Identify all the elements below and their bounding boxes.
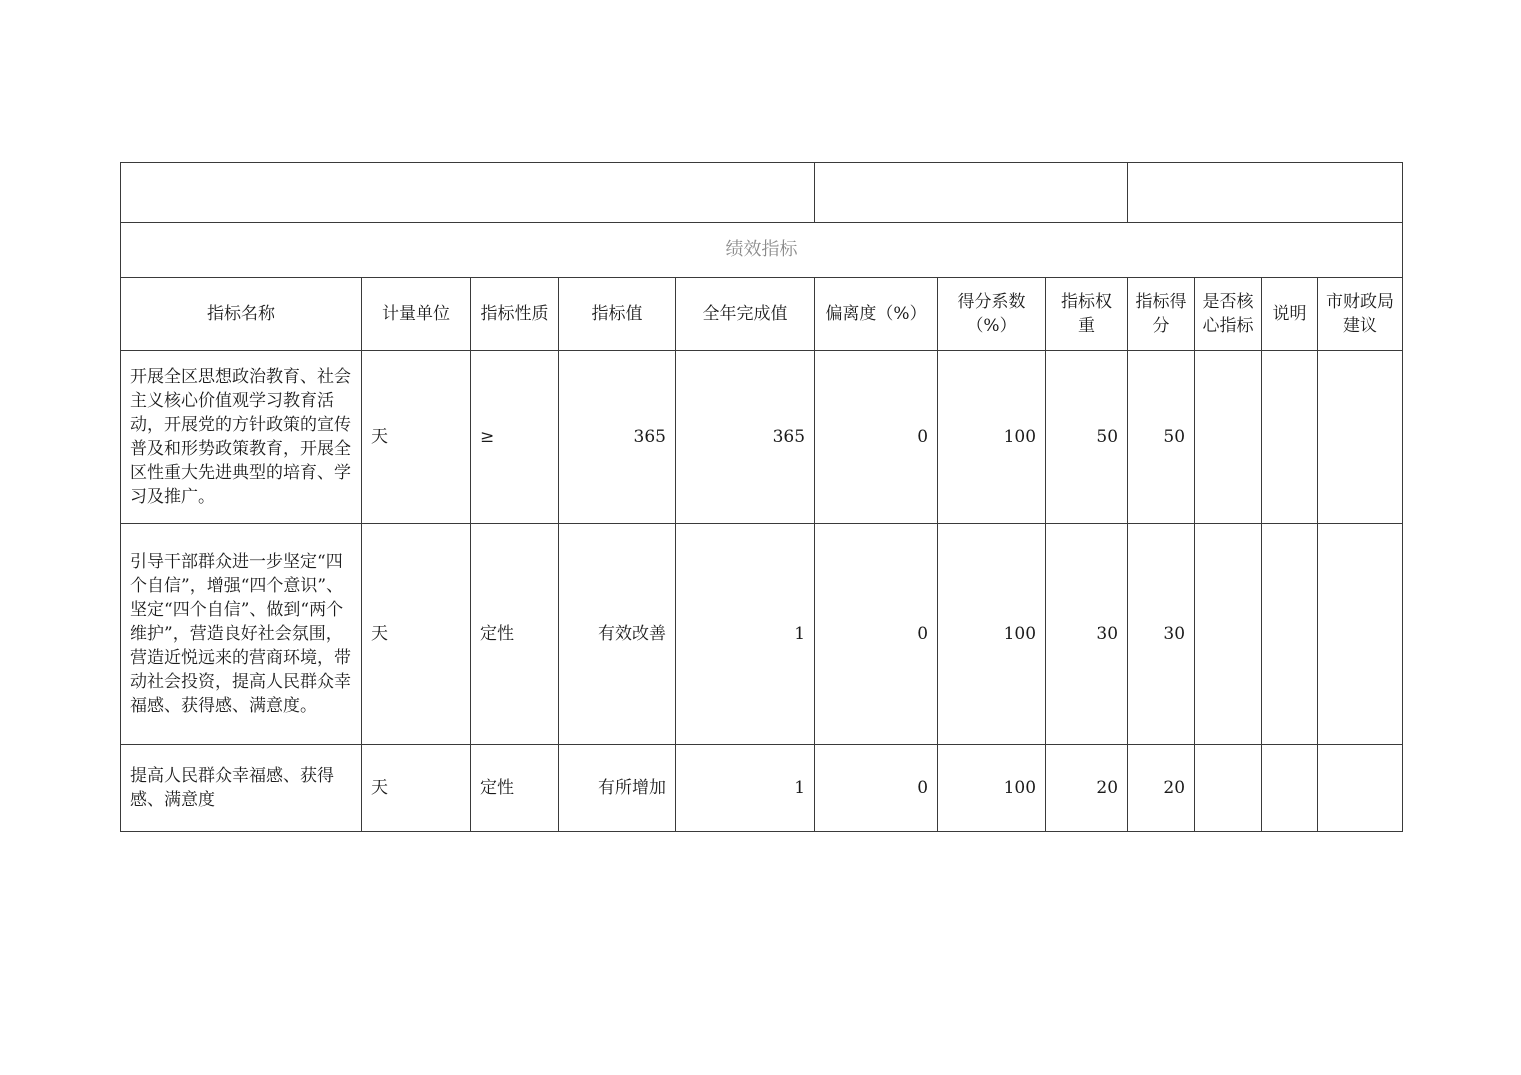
header-deviation: 偏离度（%） (815, 278, 938, 351)
blank-cell-left (121, 163, 815, 223)
indicator-core (1195, 524, 1262, 745)
table-row (121, 351, 1403, 524)
header-core: 是否核心指标 (1195, 278, 1262, 351)
header-name: 指标名称 (121, 278, 362, 351)
indicator-core (1195, 351, 1262, 524)
indicator-nature: 定性 (471, 524, 559, 745)
header-advice: 市财政局建议 (1318, 278, 1403, 351)
indicator-note (1262, 745, 1318, 832)
blank-header-row (121, 163, 1403, 223)
indicator-deviation: 0 (815, 745, 938, 832)
indicator-unit: 天 (362, 351, 471, 524)
header-completed: 全年完成值 (676, 278, 815, 351)
indicator-name: 开展全区思想政治教育、社会主义核心价值观学习教育活动，开展党的方针政策的宣传普及和形势政策教育，开展全区性重大先进典型的培育、学习及推广。 (121, 351, 362, 524)
indicator-weight: 50 (1046, 351, 1128, 524)
indicator-name: 引导干部群众进一步坚定“四个自信”，增强“四个意识”、坚定“四个自信”、做到“两个维护”，营造良好社会氛围，营造近悦远来的营商环境，带动社会投资，提高人民群众幸福感、获得感、满意度。 (121, 524, 362, 745)
header-score: 指标得分 (1128, 278, 1195, 351)
indicator-score: 20 (1128, 745, 1195, 832)
section-title-row (121, 223, 1403, 278)
indicator-coef: 100 (938, 524, 1046, 745)
indicator-coef: 100 (938, 351, 1046, 524)
indicator-weight: 30 (1046, 524, 1128, 745)
header-weight: 指标权重 (1046, 278, 1128, 351)
indicator-advice (1318, 524, 1403, 745)
header-coef: 得分系数（%） (938, 278, 1046, 351)
indicator-nature: 定性 (471, 745, 559, 832)
indicator-coef: 100 (938, 745, 1046, 832)
table-row (121, 524, 1403, 745)
blank-cell-middle (815, 163, 1128, 223)
indicator-score: 50 (1128, 351, 1195, 524)
indicator-advice (1318, 351, 1403, 524)
indicator-core (1195, 745, 1262, 832)
indicator-nature: ≥ (471, 351, 559, 524)
indicator-note (1262, 524, 1318, 745)
indicator-value: 有所增加 (559, 745, 676, 832)
table-row (121, 745, 1403, 832)
column-header-row (121, 278, 1403, 351)
header-value: 指标值 (559, 278, 676, 351)
indicator-unit: 天 (362, 745, 471, 832)
indicator-value: 有效改善 (559, 524, 676, 745)
performance-table (120, 162, 1403, 832)
indicator-deviation: 0 (815, 351, 938, 524)
indicator-note (1262, 351, 1318, 524)
indicator-completed: 1 (676, 524, 815, 745)
indicator-completed: 365 (676, 351, 815, 524)
header-unit: 计量单位 (362, 278, 471, 351)
header-nature: 指标性质 (471, 278, 559, 351)
indicator-name: 提高人民群众幸福感、获得感、满意度 (121, 745, 362, 832)
indicator-completed: 1 (676, 745, 815, 832)
section-title: 绩效指标 (121, 223, 1403, 278)
indicator-score: 30 (1128, 524, 1195, 745)
indicator-deviation: 0 (815, 524, 938, 745)
indicator-advice (1318, 745, 1403, 832)
indicator-value: 365 (559, 351, 676, 524)
header-note: 说明 (1262, 278, 1318, 351)
blank-cell-right (1128, 163, 1403, 223)
indicator-unit: 天 (362, 524, 471, 745)
performance-sheet (120, 162, 1402, 832)
indicator-weight: 20 (1046, 745, 1128, 832)
